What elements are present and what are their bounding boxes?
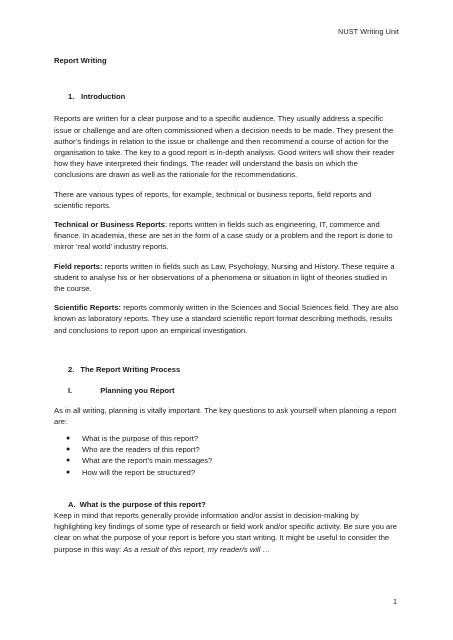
list-item: ● Who are the readers of this report? [66,444,200,454]
section-a-heading [54,499,399,510]
report-types-paragraph: There are various types of reports, for example, technical or business reports, field reports and scientific reports. [54,189,372,210]
section-2-heading [54,364,399,375]
field-reports-paragraph [54,261,399,295]
document-body [54,55,399,555]
section-2-number: 2. [68,364,75,374]
bullet-icon: ● [66,457,71,465]
subsection-i-title: Planning you Report [100,386,175,396]
scientific-reports-text: reports commonly written in the Sciences and Social Sciences field. They are also known as laboratory reports. They use a standard scientific report format describing methods, results and conclusions to report upon an empirical investigation. [54,303,399,335]
scientific-reports-paragraph [54,302,399,336]
technical-reports-text: : reports written in fields such as engineering, IT, commerce and finance. In academia, these are set in the form of a case study or a problem and the report is done to mirror ‘real world’ industry reports. [54,220,393,252]
list-item: ● What is the purpose of this report? [66,433,199,443]
bullet-icon: ● [66,445,71,453]
purpose-italic-text: As a result of this report, my reader/s will … [123,544,271,554]
page-header: NUST Writing Unit [337,27,399,36]
technical-reports-label: Technical or Business Reports [54,220,165,230]
subsection-i-heading [54,385,399,396]
planning-questions-list [54,433,399,478]
section-2-title: The Report Writing Process [80,364,181,374]
subsection-i-number: I. [68,386,73,396]
technical-reports-paragraph [54,219,399,253]
scientific-reports-label: Scientific Reports: [54,303,122,313]
purpose-paragraph [54,510,399,555]
list-item: ● How will the report be structured? [66,467,196,477]
document-title: Report Writing [54,56,107,65]
field-reports-text: reports written in fields such as Law, Psychology, Nursing and History. These require a student to analyse his or her observations of a phenomena or situation in light of theories studied in the course. [54,261,395,294]
purpose-text: Keep in mind that reports generally provide information and/or assist in decision-making by highlighting key findings of some type of research or field work and/or specific activity. Be sure you are clear on what the purpose of your report is before you start writing. It might be useful to consider the purpose in this way: [54,511,398,554]
section-1-title: Introduction [81,92,126,102]
bullet-icon: ● [66,434,71,442]
intro-paragraph: Reports are written for a clear purpose and to a specific audience. They usually address a specific issue or challenge and are often commissioned when a decision needs to be made. They present the author’s findings in relation to the issue or challenge and then recommend a course of action for the organisation to take. The key to a good report is in-depth analysis. Good writers will show their reader how they have interpreted their findings. The reader will understand the basis on which the conclusions are drawn as well as the rationale for the recommendations. [54,114,395,180]
section-a-number: A. [68,499,76,509]
list-item: ● What are the report’s main messages? [66,456,213,466]
page-number: 1 [392,597,397,606]
section-a-title: What is the purpose of this report? [79,499,206,509]
section-1-number: 1. [68,92,75,102]
bullet-icon: ● [66,468,71,476]
section-1-heading [54,91,399,102]
field-reports-label: Field reports: [54,261,103,271]
planning-paragraph: As in all writing, planning is vitally important. The key questions to ask yourself when planning a report are: [54,406,397,427]
